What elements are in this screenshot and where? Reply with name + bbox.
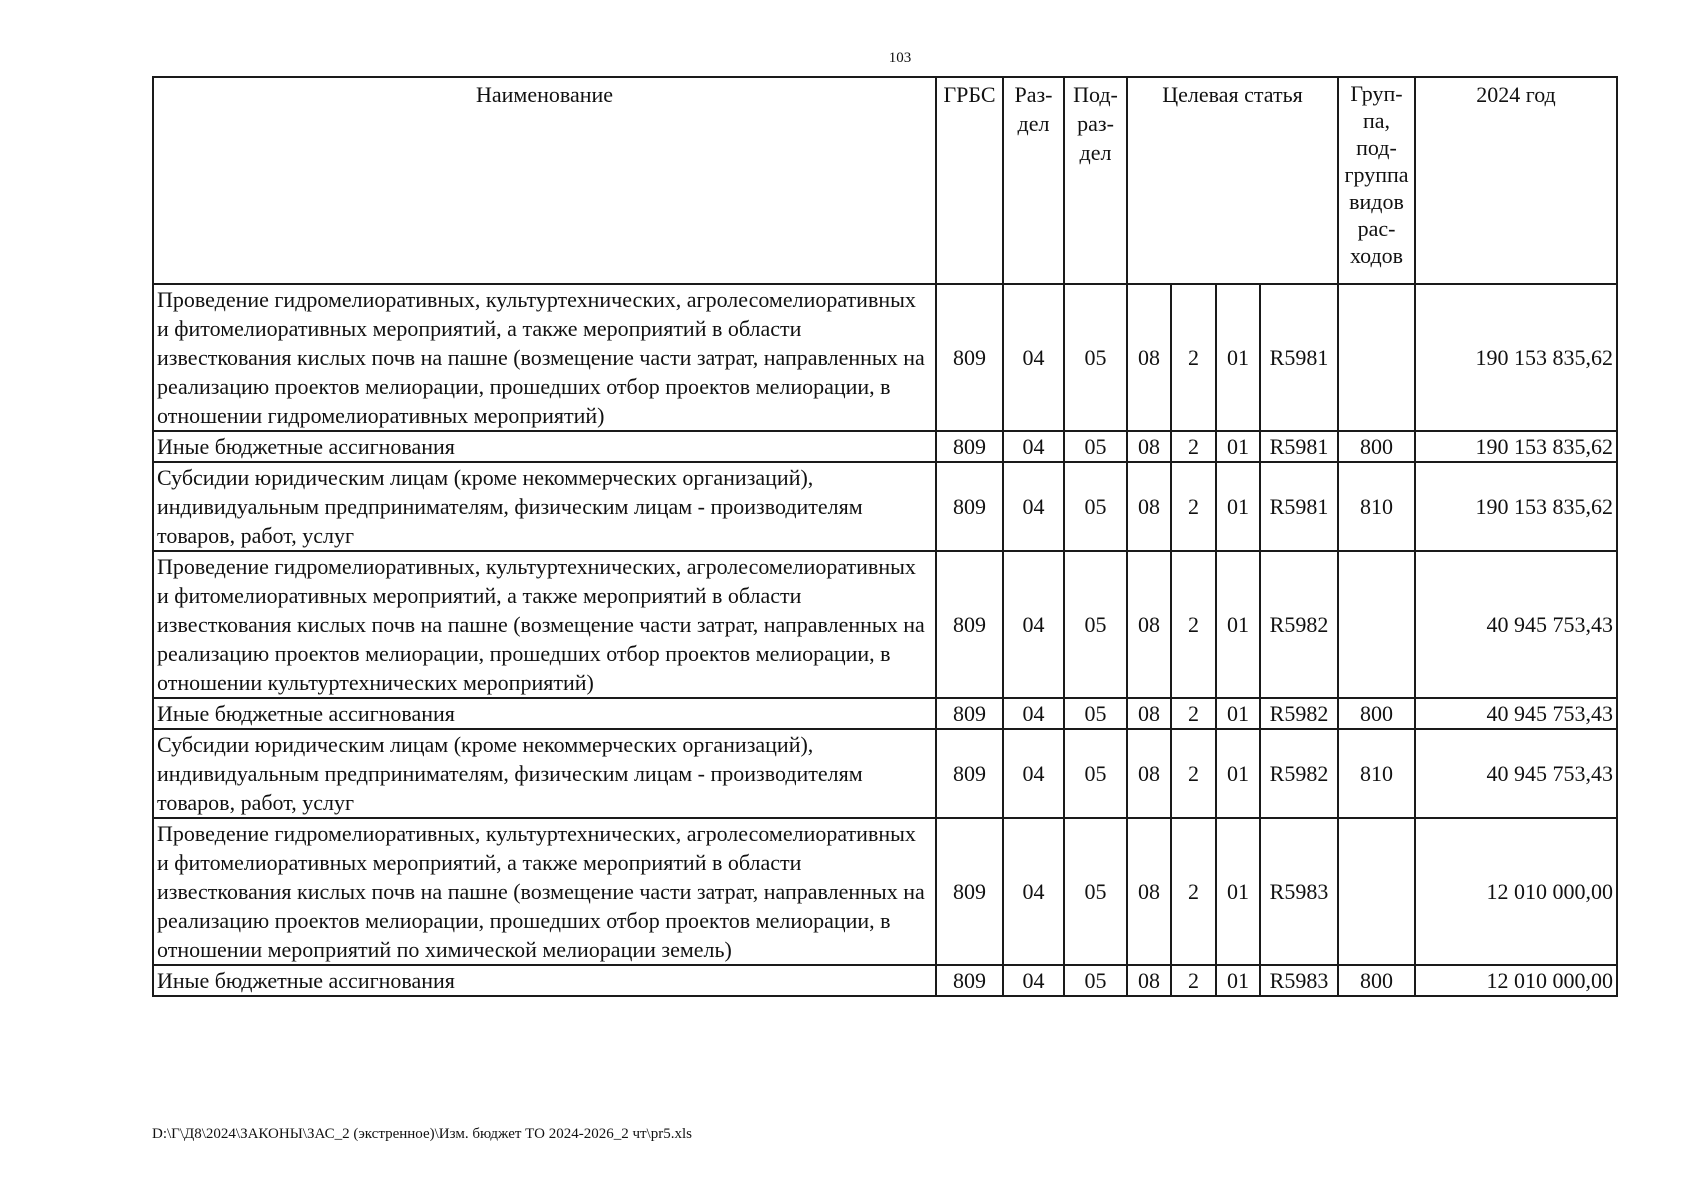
cell-target-subprogram: 2	[1171, 818, 1216, 965]
table-row	[153, 965, 1617, 996]
cell-target-direction: R5981	[1260, 431, 1338, 462]
cell-target-event: 01	[1216, 551, 1260, 698]
cell-target-direction: R5982	[1260, 729, 1338, 818]
cell-target-subprogram: 2	[1171, 729, 1216, 818]
header-year-2024: 2024 год	[1415, 77, 1617, 284]
table-header-row	[153, 77, 1617, 284]
cell-razdel: 04	[1003, 698, 1064, 729]
cell-target-direction: R5981	[1260, 284, 1338, 431]
cell-target-event: 01	[1216, 462, 1260, 551]
header-razdel: Раз- дел	[1003, 77, 1064, 284]
cell-target-program: 08	[1127, 431, 1171, 462]
header-expense-group: Груп- па, под- группа видов рас- ходов	[1338, 77, 1415, 284]
header-podrazdel: Под- раз- дел	[1064, 77, 1127, 284]
cell-target-program: 08	[1127, 551, 1171, 698]
cell-name: Проведение гидромелиоративных, культуртехнических, агролесомелиоративных и фитомелиоративных мероприятий, а также мероприятий в области известкования кислых почв на пашне (возмещение части затрат, направленных на реализацию проектов мелиорации, прошедших отбор проектов мелиорации, в отношении культуртехнических мероприятий)	[153, 551, 936, 698]
cell-expense-group: 800	[1338, 698, 1415, 729]
cell-podrazdel: 05	[1064, 698, 1127, 729]
cell-name: Иные бюджетные ассигнования	[153, 431, 936, 462]
cell-amount-2024: 40 945 753,43	[1415, 551, 1617, 698]
cell-target-event: 01	[1216, 729, 1260, 818]
table-row	[153, 729, 1617, 818]
table-row	[153, 818, 1617, 965]
table-row	[153, 698, 1617, 729]
cell-target-direction: R5983	[1260, 965, 1338, 996]
cell-name: Проведение гидромелиоративных, культуртехнических, агролесомелиоративных и фитомелиоративных мероприятий, а также мероприятий в области известкования кислых почв на пашне (возмещение части затрат, направленных на реализацию проектов мелиорации, прошедших отбор проектов мелиорации, в отношении гидромелиоративных мероприятий)	[153, 284, 936, 431]
cell-target-event: 01	[1216, 284, 1260, 431]
cell-expense-group	[1338, 551, 1415, 698]
cell-razdel: 04	[1003, 729, 1064, 818]
cell-target-direction: R5983	[1260, 818, 1338, 965]
cell-target-program: 08	[1127, 729, 1171, 818]
cell-target-subprogram: 2	[1171, 284, 1216, 431]
cell-amount-2024: 190 153 835,62	[1415, 431, 1617, 462]
cell-podrazdel: 05	[1064, 462, 1127, 551]
cell-razdel: 04	[1003, 818, 1064, 965]
cell-target-direction: R5982	[1260, 551, 1338, 698]
cell-grbs: 809	[936, 431, 1003, 462]
cell-razdel: 04	[1003, 431, 1064, 462]
cell-target-direction: R5981	[1260, 462, 1338, 551]
table-body	[153, 284, 1617, 996]
cell-razdel: 04	[1003, 551, 1064, 698]
table-row	[153, 551, 1617, 698]
cell-grbs: 809	[936, 698, 1003, 729]
table-row	[153, 431, 1617, 462]
cell-expense-group: 810	[1338, 729, 1415, 818]
footer-file-path: D:\Г\Д8\2024\ЗАКОНЫ\ЗАС_2 (экстренное)\Изм. бюджет ТО 2024-2026_2 чт\pr5.xls	[152, 1126, 692, 1142]
table-row	[153, 462, 1617, 551]
cell-podrazdel: 05	[1064, 284, 1127, 431]
cell-grbs: 809	[936, 818, 1003, 965]
cell-target-subprogram: 2	[1171, 965, 1216, 996]
cell-grbs: 809	[936, 729, 1003, 818]
cell-target-subprogram: 2	[1171, 462, 1216, 551]
cell-name: Иные бюджетные ассигнования	[153, 965, 936, 996]
cell-target-subprogram: 2	[1171, 551, 1216, 698]
cell-amount-2024: 190 153 835,62	[1415, 462, 1617, 551]
header-target-article: Целевая статья	[1127, 77, 1338, 284]
cell-target-event: 01	[1216, 965, 1260, 996]
cell-target-direction: R5982	[1260, 698, 1338, 729]
cell-podrazdel: 05	[1064, 818, 1127, 965]
cell-razdel: 04	[1003, 965, 1064, 996]
header-grbs: ГРБС	[936, 77, 1003, 284]
cell-razdel: 04	[1003, 284, 1064, 431]
cell-amount-2024: 40 945 753,43	[1415, 698, 1617, 729]
cell-expense-group	[1338, 284, 1415, 431]
cell-target-program: 08	[1127, 698, 1171, 729]
cell-grbs: 809	[936, 284, 1003, 431]
cell-target-program: 08	[1127, 284, 1171, 431]
cell-target-program: 08	[1127, 965, 1171, 996]
cell-podrazdel: 05	[1064, 729, 1127, 818]
header-name: Наименование	[153, 77, 936, 284]
cell-target-program: 08	[1127, 818, 1171, 965]
cell-target-event: 01	[1216, 698, 1260, 729]
cell-expense-group: 800	[1338, 431, 1415, 462]
cell-podrazdel: 05	[1064, 551, 1127, 698]
cell-razdel: 04	[1003, 462, 1064, 551]
cell-target-subprogram: 2	[1171, 431, 1216, 462]
cell-target-subprogram: 2	[1171, 698, 1216, 729]
cell-name: Субсидии юридическим лицам (кроме некоммерческих организаций), индивидуальным предпринимателям, физическим лицам - производителям товаров, работ, услуг	[153, 729, 936, 818]
cell-expense-group	[1338, 818, 1415, 965]
cell-podrazdel: 05	[1064, 431, 1127, 462]
cell-amount-2024: 12 010 000,00	[1415, 965, 1617, 996]
cell-podrazdel: 05	[1064, 965, 1127, 996]
cell-target-event: 01	[1216, 431, 1260, 462]
cell-target-event: 01	[1216, 818, 1260, 965]
page-number: 103	[888, 50, 912, 66]
cell-name: Субсидии юридическим лицам (кроме некоммерческих организаций), индивидуальным предпринимателям, физическим лицам - производителям товаров, работ, услуг	[153, 462, 936, 551]
budget-table	[152, 76, 1618, 997]
cell-grbs: 809	[936, 462, 1003, 551]
cell-name: Иные бюджетные ассигнования	[153, 698, 936, 729]
cell-amount-2024: 12 010 000,00	[1415, 818, 1617, 965]
cell-amount-2024: 190 153 835,62	[1415, 284, 1617, 431]
table-row	[153, 284, 1617, 431]
cell-expense-group: 810	[1338, 462, 1415, 551]
cell-grbs: 809	[936, 551, 1003, 698]
cell-expense-group: 800	[1338, 965, 1415, 996]
cell-name: Проведение гидромелиоративных, культуртехнических, агролесомелиоративных и фитомелиоративных мероприятий, а также мероприятий в области известкования кислых почв на пашне (возмещение части затрат, направленных на реализацию проектов мелиорации, прошедших отбор проектов мелиорации, в отношении мероприятий по химической мелиорации земель)	[153, 818, 936, 965]
cell-amount-2024: 40 945 753,43	[1415, 729, 1617, 818]
cell-grbs: 809	[936, 965, 1003, 996]
cell-target-program: 08	[1127, 462, 1171, 551]
